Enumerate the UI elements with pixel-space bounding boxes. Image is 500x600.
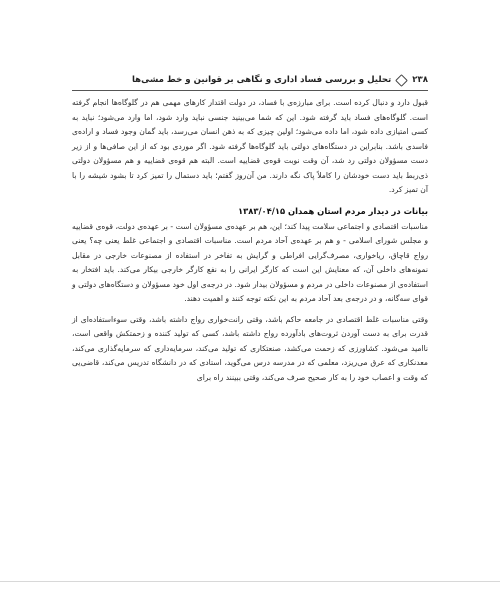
running-title: تحلیل و بررسی فساد اداری و نگاهی بر قوانین و خط مشی‌ها <box>131 75 392 85</box>
page-body <box>72 96 428 385</box>
page-number: ۲۳۸ <box>412 75 428 85</box>
body-paragraph: مناسبات اقتصادی و اجتماعی سلامت پیدا کند؛ این، هم بر عهده‌ی مسؤولان است - بر عهده‌ی دولت، قوه‌ی قضاییه و مجلس شورای اسلامی - و هم بر عهده‌ی آحاد مردم است. مناسبات اقتصادی و اجتماعی غلط یعنی چه؟ یعنی رواج قاچاق، ریاخواری، مصرف‌گرایی افراطی و گرایش به تفاخر در استفاده از مصنوعات خارجی در مقابل نمونه‌های داخلی آن، که معنایش این است که کارگر ایرانی را به نفع کارگر خارجی بیکار می‌کند. باید افتخار به استفاده‌ی از مصنوعات داخلی در مردم و مسؤولان بیدار شود. در درجه‌ی اول خود مسؤولان و دستگاه‌های دولتی و قوای سه‌گانه، و در درجه‌ی بعد آحاد مردم به این نکته توجه کنند و اهمیت دهند. <box>72 221 428 303</box>
body-paragraph: قبول دارد و دنبال کرده است. برای مبارزه‌ی با فساد، در دولت اقتدار کارهای مهمی هم در گلوگاه‌ها انجام گرفته است. گلوگاه‌های فساد باید گرفته شود. این که شما می‌بینید جنسی نباید وارد شود، اما وارد می‌شود؛ نباید به کسی امتیازی داده شود، اما داده می‌شود؛ اولین چیزی که به ذهن انسان می‌رسد، باید گمان وجود فساد و اراده‌ی فاسدی باشد. بنابراین در دستگاه‌های دولتی باید گلوگاه‌ها گرفته شود. اگر موردی بود که از این صافی‌ها و از زیر دست مسؤولان دولتی رد شد، آن وقت نوبت قوه‌ی قضاییه است. البته هم قوه‌ی قضاییه و هم مسؤولان دولتی ذی‌ربط باید دست خودشان را کاملاً پاک نگه دارند. من آن‌روز گفتم؛ باید دستمال را تمیز کرد تا بشود شیشه را با آن تمیز کرد. <box>72 98 428 194</box>
header-ornament-icon <box>395 74 408 87</box>
page-bottom-edge <box>0 581 500 582</box>
header-divider <box>72 90 428 91</box>
running-header <box>72 72 428 88</box>
body-paragraph: وقتی مناسبات غلط اقتصادی در جامعه حاکم باشد، وقتی رانت‌خواری رواج داشته باشد، وقتی سوءاستفاده‌ای از قدرت برای به دست آوردن ثروت‌های بادآورده رواج داشته باشد، کسی که تولید کننده و زحمتکش واقعی است، ناامید می‌شود. کشاورزی که زحمت می‌کشد، صنعتکاری که تولید می‌کند، سرمایه‌داری که سرمایه‌گذاری می‌کند، معدنکاری که عرق می‌ریزد، معلمی که در مدرسه درس می‌گوید، استادی که در دانشگاه تدریس می‌کند، قاضی‌یی که وقت و اعصاب خود را به کار صحیح صرف می‌کند، وقتی ببینند راه برای <box>72 314 428 382</box>
section-heading: بیانات در دیدار مردم استان همدان ۱۳۸۳/۰۴/۱۵ <box>238 205 428 216</box>
